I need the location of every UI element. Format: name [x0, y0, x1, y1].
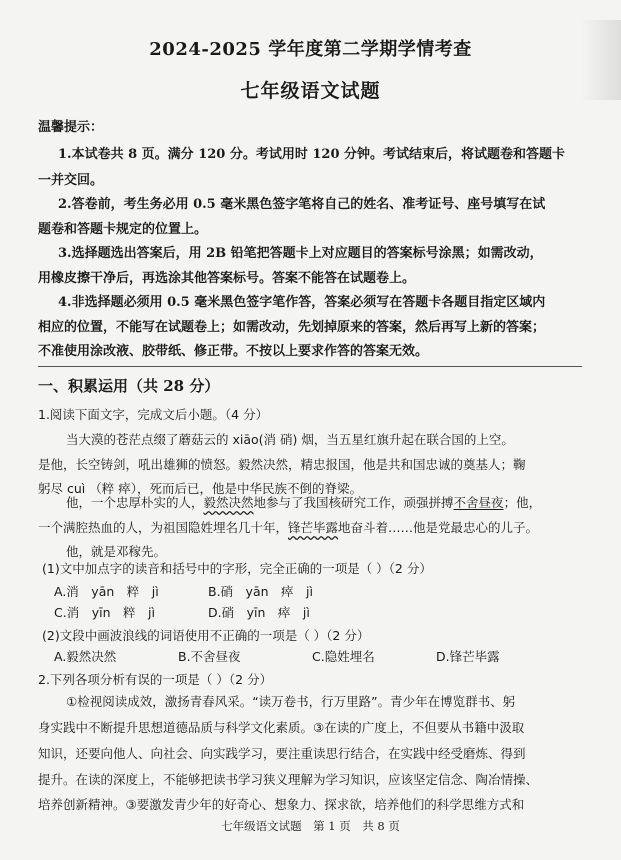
tip-3-line-2: 用橡皮擦干净后，再选涂其他答案标号。答案不能答在试题卷上。: [38, 271, 416, 286]
text-segment: 地奋斗着……他是党最忠心的儿子。: [338, 520, 539, 535]
q2-passage-line: ①检视阅读成效，激扬青春风采。“读万卷书，行万里路”。青少年在博览群书、躬: [66, 694, 516, 709]
q1-passage-line: 躬尽 cuì （粹 瘁），死而后已，他是中华民族不倒的脊梁。: [38, 481, 362, 496]
text-segment: 一个满腔热血的人，为祖国隐姓埋名几十年，: [38, 520, 289, 535]
wavy-phrase: 锋芒毕露: [288, 520, 339, 535]
q2-passage-line: 培养创新精神。③要激发青少年的好奇心、想象力、探求欲，培养他们的科学思维方式和: [38, 797, 525, 812]
q1-passage-line: 他，就是邓稼先。: [66, 544, 167, 559]
option-d[interactable]: D.硝 yīn 瘁 jì: [208, 605, 310, 620]
tip-2-line-1: 2.答卷前，考生务必用 0.5 毫米黑色签字笔将自己的姓名、准考证号、座号填写在试: [58, 197, 546, 212]
text-segment: 地参与了我国核研究工作，顽强拼搏: [253, 495, 454, 510]
q1-passage-line: [66, 493, 541, 511]
text-segment: ；他，: [503, 495, 542, 510]
tip-1-line-2: 一并交回。: [38, 173, 104, 188]
q2-passage-line: 提升。在读的深度上，不能够把读书学习狭义理解为学习知识，应该坚定信念、陶冶情操、: [38, 772, 539, 787]
q1-stem: 1.阅读下面文字，完成文后小题。（4 分）: [38, 407, 269, 422]
q1-passage-line: 是他，长空铸剑，吼出雄狮的愤怒。毅然决然，精忠报国，他是共和国忠诚的奠基人；鞠: [38, 457, 526, 472]
option-b[interactable]: B.硝 yān 瘁 jì: [208, 584, 313, 599]
q2-stem: 2.下列各项分析有误的一项是（ ）（2 分）: [38, 672, 273, 687]
q1-sub1: (1)文中加点字的读音和括号中的字形，完全正确的一项是（ ）（2 分）: [42, 561, 432, 576]
underlined-phrase: 不舍昼夜: [453, 495, 504, 510]
tips-title: 温馨提示：: [38, 120, 104, 135]
option-d[interactable]: D.锋芒毕露: [436, 649, 500, 664]
tip-4-line-1: 4.非选择题必须用 0.5 毫米黑色签字笔作答，答案必须写在答题卡各题目指定区域内: [58, 295, 546, 310]
q2-passage-line: 知识，还要向他人、向社会、向实践学习，要注重读思行结合，在实践中经受磨炼、得到: [38, 746, 526, 761]
tip-4-line-2: 相应的位置，不能写在试题卷上；如需改动，先划掉原来的答案，然后再写上新的答案；: [38, 320, 546, 335]
page-footer: 七年级语文试题 第 1 页 共 8 页: [221, 819, 400, 833]
tip-1-line-1: 1.本试卷共 8 页。满分 120 分。考试用时 120 分钟。考试结束后，将试题卷和答题卡: [58, 147, 566, 162]
q2-passage-line: 身实践中不断提升思想道德品质与科学文化素质。③在读的广度上，不但要从书籍中汲取: [38, 720, 525, 735]
section-1-title: 一、积累运用（共 28 分）: [38, 377, 220, 395]
tip-4-line-3: 不准使用涂改液、胶带纸、修正带。不按以上要求作答的答案无效。: [38, 344, 429, 359]
option-a[interactable]: A.消 yān 粹 jì: [54, 584, 159, 599]
q1-passage-line: 当大漠的苍茫点缀了蘑菇云的 xiāo(消 硝) 烟，当五星红旗升起在联合国的上空。: [66, 432, 514, 447]
option-a[interactable]: A.毅然决然: [54, 649, 117, 664]
exam-title: 2024-2025 学年度第二学期学情考查: [149, 39, 472, 60]
exam-subtitle: 七年级语文试题: [240, 80, 381, 102]
text-segment: 他，一个忠厚朴实的人，: [66, 495, 204, 510]
option-b[interactable]: B.不舍昼夜: [178, 649, 241, 664]
q1-passage-line: [38, 518, 538, 536]
divider: [38, 366, 582, 367]
tip-3-line-1: 3.选择题选出答案后，用 2B 铅笔把答题卡上对应题目的答案标号涂黑；如需改动，: [58, 246, 543, 261]
option-c[interactable]: C.隐姓埋名: [312, 649, 375, 664]
wavy-phrase: 毅然决然: [203, 495, 254, 510]
option-c[interactable]: C.消 yīn 粹 jì: [54, 605, 155, 620]
tip-2-line-2: 题卷和答题卡规定的位置上。: [38, 222, 208, 237]
q1-sub2: (2)文段中画波浪线的词语使用不正确的一项是（ ）（2 分）: [42, 628, 370, 643]
